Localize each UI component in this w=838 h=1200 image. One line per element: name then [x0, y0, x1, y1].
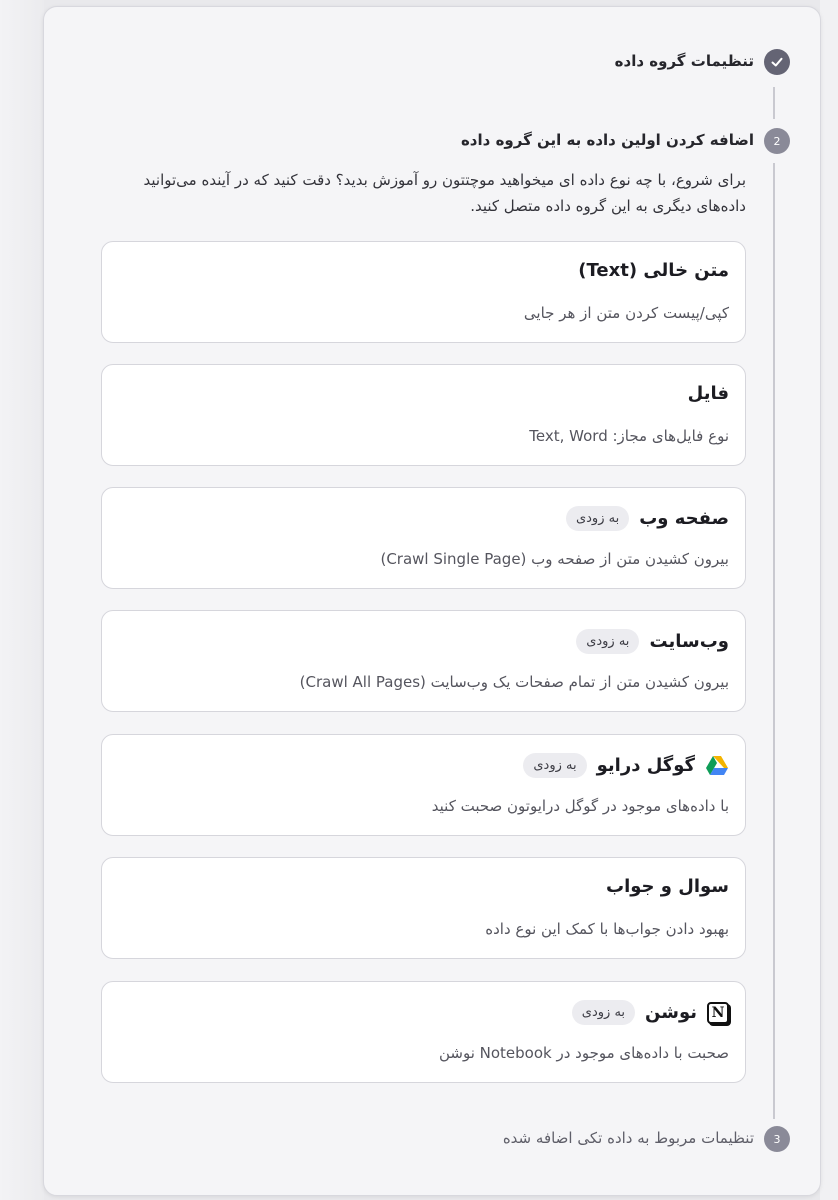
coming-soon-badge: به زودی [523, 753, 586, 778]
data-type-card-google-drive[interactable] [101, 734, 746, 836]
coming-soon-badge: به زودی [576, 629, 639, 654]
card-description: بیرون کشیدن متن از صفحه وب (Crawl Single Page) [380, 550, 729, 568]
background-right [820, 0, 838, 1200]
data-type-card-qa[interactable] [101, 857, 746, 959]
card-description: با داده‌های موجود در گوگل درایوتون صحبت کنید [431, 797, 729, 815]
card-description: صحبت با داده‌های موجود در Notebook نوشن [438, 1044, 729, 1062]
step-1-done-icon [764, 49, 790, 75]
card-description: بیرون کشیدن متن از تمام صفحات یک وب‌سایت (Crawl All Pages) [299, 673, 729, 691]
card-title: صفحه وب [639, 508, 729, 529]
data-type-card-text[interactable] [101, 241, 746, 343]
card-description: بهبود دادن جواب‌ها با کمک این نوع داده [485, 920, 729, 938]
step-2-intro-text: برای شروع، با چه نوع داده ای میخواهید موچتتون رو آموزش بدید؟ دقت کنید که در آینده می‌توانید داده‌های دیگری به این گروه داده متصل کنید. [143, 171, 746, 215]
step-connector [773, 163, 775, 1119]
data-type-card-notion[interactable] [101, 981, 746, 1083]
google-drive-icon [705, 755, 729, 777]
card-title: گوگل درایو [596, 755, 695, 776]
step-2-number: 2 [764, 128, 790, 154]
card-title: فایل [687, 383, 729, 404]
step-3-number: 3 [764, 1126, 790, 1152]
step-connector [773, 87, 775, 119]
step-3-title: تنظیمات مربوط به داده تکی اضافه شده [502, 1129, 754, 1147]
data-type-card-webpage[interactable] [101, 487, 746, 589]
background-left [0, 0, 44, 1200]
coming-soon-badge: به زودی [566, 506, 629, 531]
card-title: وب‌سایت [649, 631, 729, 652]
step-1-title[interactable]: تنظیمات گروه داده [614, 52, 754, 70]
notion-icon: N [707, 1002, 729, 1024]
card-title: متن خالی (Text) [578, 260, 729, 281]
card-title: نوشن [645, 1002, 697, 1023]
card-description: نوع فایل‌های مجاز: Text, Word [529, 427, 729, 445]
data-type-card-website[interactable] [101, 610, 746, 712]
coming-soon-badge: به زودی [572, 1000, 635, 1025]
data-type-card-file[interactable] [101, 364, 746, 466]
card-description: کپی/پیست کردن متن از هر جایی [523, 304, 729, 322]
step-2-title: اضافه کردن اولین داده به این گروه داده [460, 131, 754, 149]
checkmark-icon [770, 55, 784, 69]
wizard-panel [43, 6, 821, 1196]
card-title: سوال و جواب [605, 876, 729, 897]
